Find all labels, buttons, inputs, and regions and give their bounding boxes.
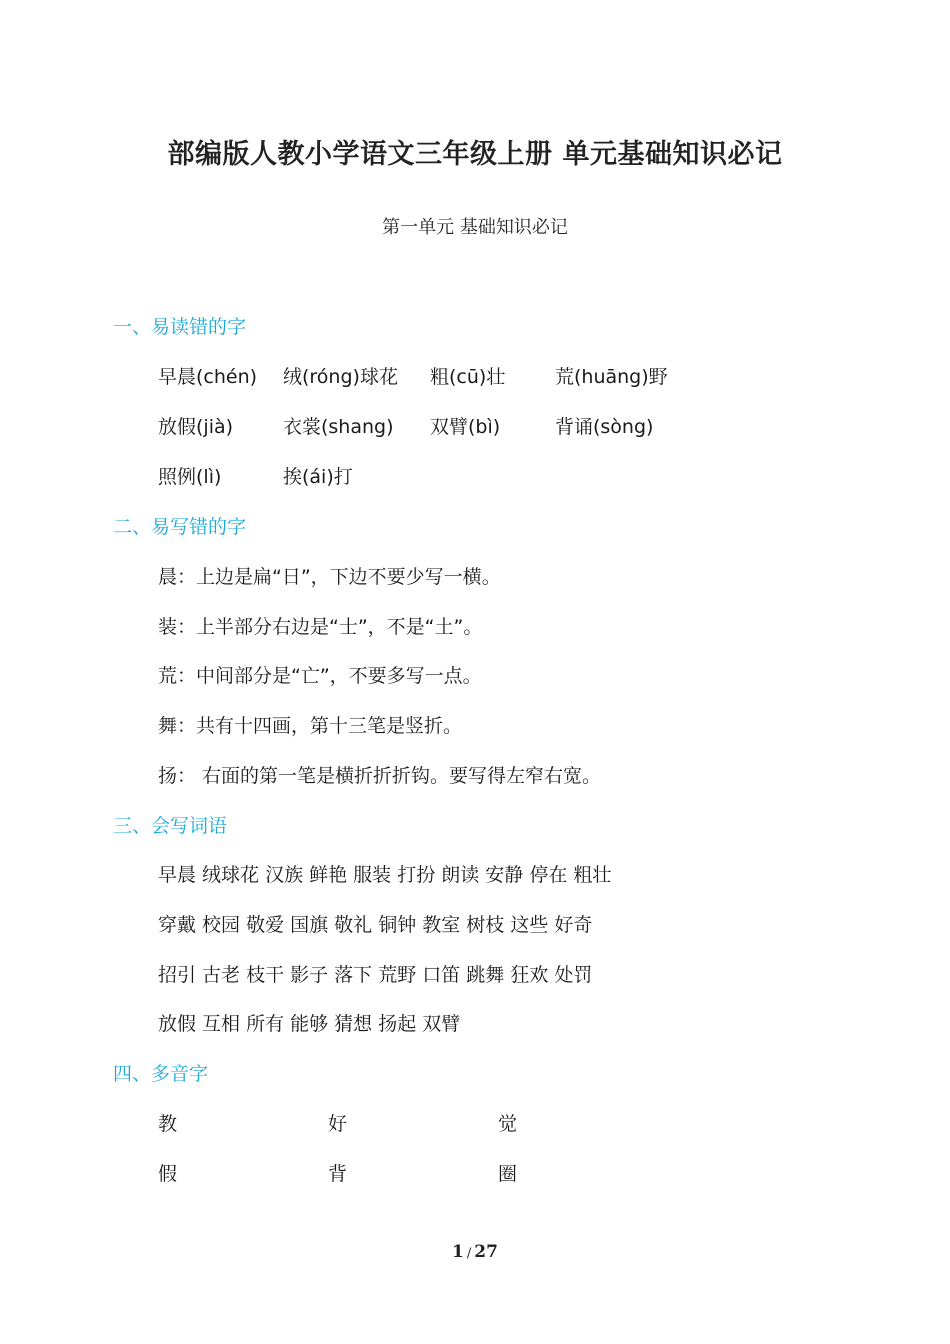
word-line: 放假 互相 所有 能够 猜想 扬起 双臂 — [158, 1013, 461, 1035]
unit-subtitle: 第一单元 基础知识必记 — [382, 217, 568, 238]
section-heading-writing: 二、易写错的字 — [113, 516, 247, 538]
pronunciation-item: 绒(róng)球花 — [283, 366, 398, 388]
polyphone-char: 觉 — [498, 1113, 518, 1135]
word-line: 早晨 绒球花 汉族 鲜艳 服装 打扮 朗读 安静 停在 粗壮 — [158, 864, 612, 886]
page-current: 1 — [452, 1242, 464, 1262]
section-heading-polyphones: 四、多音字 — [113, 1063, 209, 1085]
pronunciation-item: 早晨(chén) — [158, 366, 258, 388]
pronunciation-item: 挨(ái)打 — [283, 466, 353, 488]
writing-tip: 舞：共有十四画，第十三笔是竖折。 — [158, 715, 463, 737]
word-line: 穿戴 校园 敬爱 国旗 敬礼 铜钟 教室 树枝 这些 好奇 — [158, 914, 593, 936]
writing-tip: 装：上半部分右边是“士”，不是“土”。 — [158, 616, 483, 638]
pronunciation-item: 衣裳(shang) — [283, 416, 394, 438]
polyphone-char: 假 — [158, 1163, 178, 1185]
pronunciation-item: 照例(lì) — [158, 466, 222, 488]
polyphone-char: 教 — [158, 1113, 178, 1135]
pronunciation-item: 荒(huāng)野 — [555, 366, 668, 388]
page-separator: / — [466, 1246, 472, 1261]
pronunciation-item: 背诵(sòng) — [555, 416, 654, 438]
page-total: 27 — [474, 1242, 498, 1262]
pronunciation-item: 放假(jià) — [158, 416, 234, 438]
polyphone-char: 背 — [328, 1163, 348, 1185]
pronunciation-item: 粗(cū)壮 — [430, 366, 506, 388]
polyphone-char: 圈 — [498, 1163, 518, 1185]
pronunciation-item: 双臂(bì) — [430, 416, 501, 438]
page-number — [0, 1242, 950, 1262]
word-line: 招引 古老 枝干 影子 落下 荒野 口笛 跳舞 狂欢 处罚 — [158, 964, 593, 986]
writing-tip: 荒：中间部分是“亡”，不要多写一点。 — [158, 665, 482, 687]
section-heading-pronunciation: 一、易读错的字 — [113, 316, 247, 338]
writing-tip: 扬： 右面的第一笔是横折折折钩。要写得左窄右宽。 — [158, 765, 602, 787]
writing-tip: 晨：上边是扁“日”，下边不要少写一横。 — [158, 566, 501, 588]
polyphone-char: 好 — [328, 1113, 348, 1135]
section-heading-words: 三、会写词语 — [113, 815, 228, 837]
document-title: 部编版人教小学语文三年级上册 单元基础知识必记 — [167, 139, 783, 170]
